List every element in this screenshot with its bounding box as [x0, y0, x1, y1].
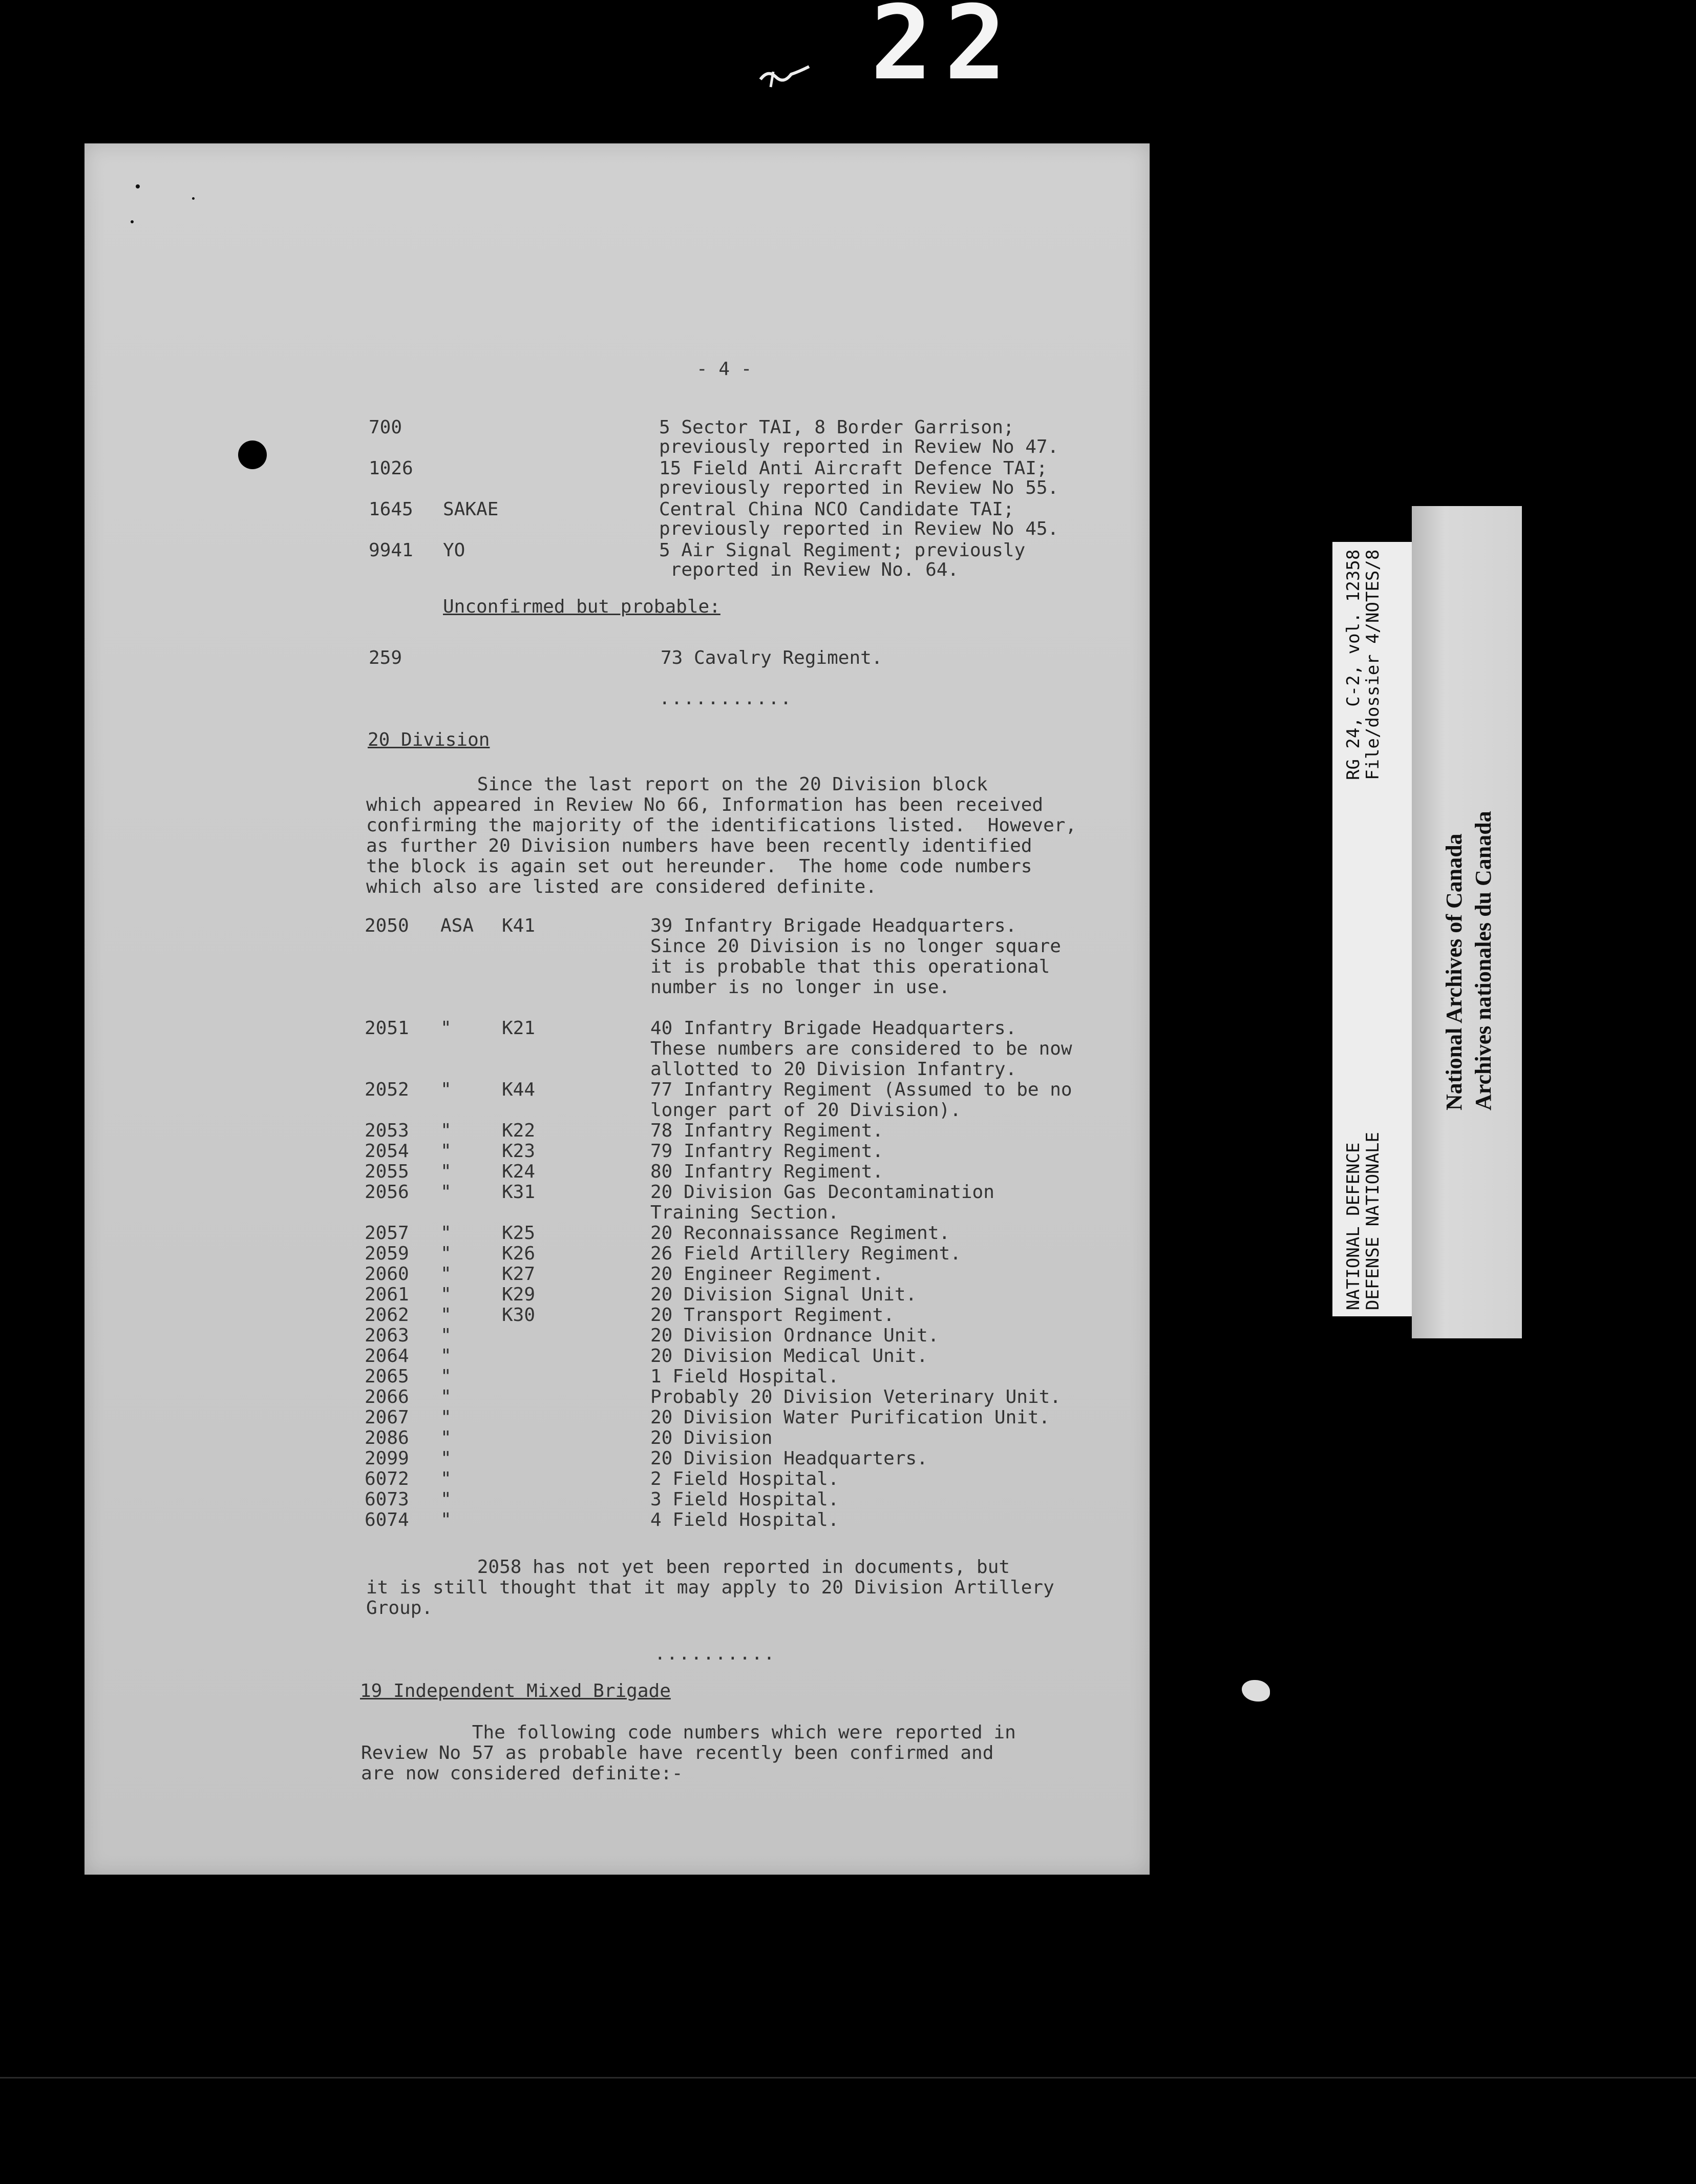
table-row — [84, 1121, 1150, 1141]
table-row — [84, 1018, 1150, 1080]
row-source: " — [440, 1366, 452, 1387]
table-row — [84, 1141, 1150, 1162]
document-content — [84, 143, 1150, 1875]
row-source: " — [440, 1489, 452, 1510]
document-page — [84, 143, 1150, 1875]
row-description-line: Since 20 Division is no longer square — [650, 936, 1061, 957]
row-code: 2065 — [365, 1366, 409, 1387]
row-description-line: 1 Field Hospital. — [650, 1366, 839, 1387]
row-code: 6073 — [365, 1489, 409, 1510]
row-code: 2052 — [365, 1079, 409, 1100]
row-code: 2086 — [365, 1427, 409, 1448]
row-description-line: 79 Infantry Regiment. — [650, 1141, 884, 1162]
row-description-line: 20 Division Water Purification Unit. — [650, 1407, 1050, 1428]
table-row — [84, 1510, 1150, 1530]
row-source: " — [440, 1161, 452, 1182]
row-description-line: 2 Field Hospital. — [650, 1468, 839, 1489]
table-row — [84, 1387, 1150, 1408]
row-description-line: 20 Engineer Regiment. — [650, 1264, 884, 1285]
row-k-number: K44 — [502, 1079, 536, 1100]
table-row — [84, 1428, 1150, 1448]
brigade-heading: 19 Independent Mixed Brigade — [360, 1681, 671, 1702]
division-paragraph — [366, 774, 1185, 897]
unconfirmed-desc: 73 Cavalry Regiment. — [661, 647, 883, 668]
dept-line-2: DEFENSE NATIONALE — [1363, 1132, 1383, 1310]
row-description-line: 78 Infantry Regiment. — [650, 1120, 884, 1141]
row-description-line: 80 Infantry Regiment. — [650, 1161, 884, 1182]
row-source: " — [440, 1427, 452, 1448]
row-code: 2059 — [365, 1243, 409, 1264]
paragraph-line: Review No 57 as probable have recently been confirmed and — [361, 1742, 994, 1763]
row-source: " — [440, 1141, 452, 1162]
table-row — [84, 1223, 1150, 1244]
ref-line-1: RG 24, C-2, vol. 12358 — [1343, 549, 1364, 780]
intro-code: 9941 — [369, 540, 413, 561]
table-row — [84, 1448, 1150, 1469]
frame-handwritten-mark — [758, 56, 814, 92]
row-code: 6074 — [365, 1509, 409, 1530]
row-description-line: Probably 20 Division Veterinary Unit. — [650, 1387, 1061, 1408]
table-row — [84, 1162, 1150, 1182]
row-source: " — [440, 1264, 452, 1285]
row-k-number: K26 — [502, 1243, 536, 1264]
intro-desc-line: 5 Sector TAI, 8 Border Garrison; — [659, 417, 1014, 438]
paragraph-line: confirming the majority of the identifications listed. However, — [366, 815, 1077, 836]
intro-desc-line: 15 Field Anti Aircraft Defence TAI; — [659, 458, 1048, 479]
row-code: 2061 — [365, 1284, 409, 1305]
row-code: 2062 — [365, 1305, 409, 1326]
table-row — [84, 1182, 1150, 1223]
unconfirmed-code: 259 — [369, 647, 402, 668]
row-source: " — [440, 1079, 452, 1100]
row-source: " — [440, 1448, 452, 1469]
row-k-number: K25 — [502, 1223, 536, 1244]
row-k-number: K31 — [502, 1182, 536, 1203]
archive-label-nac — [1412, 506, 1522, 1338]
row-source: " — [440, 1305, 452, 1326]
intro-desc-line: 5 Air Signal Regiment; previously — [659, 540, 1026, 561]
intro-desc-line: previously reported in Review No 47. — [659, 436, 1059, 457]
nac-line-2: Archives nationales du Canada — [1471, 811, 1496, 1110]
intro-desc-line: previously reported in Review No 55. — [659, 477, 1059, 498]
row-description-line: 20 Division Headquarters. — [650, 1448, 928, 1469]
row-source: " — [440, 1018, 452, 1039]
paragraph-line: which also are listed are considered definite. — [366, 876, 877, 897]
row-code: 2060 — [365, 1264, 409, 1285]
row-source: " — [440, 1243, 452, 1264]
row-k-number: K30 — [502, 1305, 536, 1326]
row-description-line: 77 Infantry Regiment (Assumed to be no — [650, 1079, 1072, 1100]
table-row — [84, 1244, 1150, 1264]
intro-desc-line: previously reported in Review No 45. — [659, 518, 1059, 539]
row-source: " — [440, 1223, 452, 1244]
intro-code: 1026 — [369, 458, 413, 479]
paragraph-line: 2058 has not yet been reported in documents, but — [366, 1557, 1010, 1578]
table-row — [84, 1469, 1150, 1489]
intro-desc-line: Central China NCO Candidate TAI; — [659, 499, 1014, 520]
note-2058-paragraph — [366, 1557, 1185, 1619]
row-description-line: 20 Division — [650, 1427, 773, 1448]
row-description-line: Training Section. — [650, 1202, 839, 1223]
row-description-line: 20 Division Ordnance Unit. — [650, 1325, 939, 1346]
row-k-number: K22 — [502, 1120, 536, 1141]
paragraph-line: The following code numbers which were reported in — [361, 1722, 1016, 1743]
table-row — [84, 1326, 1150, 1346]
table-row — [84, 1367, 1150, 1387]
intro-code: 1645 — [369, 499, 413, 520]
row-code: 2099 — [365, 1448, 409, 1469]
row-source: " — [440, 1468, 452, 1489]
film-edge-line — [0, 2077, 1696, 2078]
row-code: 2066 — [365, 1387, 409, 1408]
table-row — [84, 1079, 1150, 1121]
row-source: " — [440, 1284, 452, 1305]
row-k-number: K23 — [502, 1141, 536, 1162]
row-description-line: 20 Division Medical Unit. — [650, 1346, 928, 1367]
row-k-number: K41 — [502, 915, 536, 936]
page-number: - 4 - — [696, 359, 752, 380]
paragraph-line: Group. — [366, 1598, 433, 1619]
row-source: " — [440, 1325, 452, 1346]
paragraph-line: are now considered definite:- — [361, 1763, 683, 1784]
row-source: " — [440, 1346, 452, 1367]
table-row — [84, 1346, 1150, 1367]
row-code: 2050 — [365, 915, 409, 936]
row-code: 2064 — [365, 1346, 409, 1367]
separator-2: .......... — [654, 1643, 776, 1664]
row-description-line: 20 Reconnaissance Regiment. — [650, 1223, 950, 1244]
row-source: ASA — [440, 915, 474, 936]
row-description-line: number is no longer in use. — [650, 977, 950, 998]
row-description-line: 4 Field Hospital. — [650, 1509, 839, 1530]
table-row — [84, 915, 1150, 998]
row-code: 2051 — [365, 1018, 409, 1039]
dust-spot — [1242, 1680, 1270, 1702]
row-source: " — [440, 1509, 452, 1530]
row-description-line: 40 Infantry Brigade Headquarters. — [650, 1018, 1017, 1039]
paragraph-line: Since the last report on the 20 Division block — [366, 774, 988, 795]
row-code: 2054 — [365, 1141, 409, 1162]
table-row — [84, 1264, 1150, 1285]
separator: ........... — [659, 688, 793, 709]
paragraph-line: as further 20 Division numbers have been recently identified — [366, 835, 1032, 856]
nac-line-1: National Archives of Canada — [1441, 833, 1467, 1110]
table-row — [84, 1285, 1150, 1305]
row-description-line: These numbers are considered to be now — [650, 1038, 1072, 1059]
unconfirmed-heading: Unconfirmed but probable: — [443, 596, 720, 617]
row-code: 2056 — [365, 1182, 409, 1203]
table-row — [84, 1408, 1150, 1428]
row-description-line: 20 Division Signal Unit. — [650, 1284, 917, 1305]
paragraph-line: the block is again set out hereunder. The home code numbers — [366, 856, 1032, 877]
row-description-line: 39 Infantry Brigade Headquarters. — [650, 915, 1017, 936]
row-k-number: K24 — [502, 1161, 536, 1182]
row-k-number: K29 — [502, 1284, 536, 1305]
row-code: 2053 — [365, 1120, 409, 1141]
paragraph-line: it is still thought that it may apply to 20 Division Artillery — [366, 1577, 1054, 1598]
row-description-line: longer part of 20 Division). — [650, 1100, 961, 1121]
row-source: " — [440, 1182, 452, 1203]
row-source: " — [440, 1407, 452, 1428]
table-row — [84, 1489, 1150, 1510]
row-code: 2057 — [365, 1223, 409, 1244]
table-row — [84, 1305, 1150, 1326]
row-k-number: K21 — [502, 1018, 536, 1039]
row-code: 6072 — [365, 1468, 409, 1489]
row-code: 2055 — [365, 1161, 409, 1182]
row-code: 2067 — [365, 1407, 409, 1428]
row-description-line: 26 Field Artillery Regiment. — [650, 1243, 961, 1264]
row-description-line: 3 Field Hospital. — [650, 1489, 839, 1510]
row-description-line: it is probable that this operational — [650, 956, 1050, 977]
row-source: " — [440, 1120, 452, 1141]
intro-name: SAKAE — [443, 499, 499, 520]
frame-number: 22 — [871, 0, 1019, 103]
row-k-number: K27 — [502, 1264, 536, 1285]
intro-name: YO — [443, 540, 465, 561]
ref-line-2: File/dossier 4/NOTES/8 — [1363, 549, 1383, 780]
paragraph-line: which appeared in Review No 66, Information has been received — [366, 794, 1044, 815]
row-source: " — [440, 1387, 452, 1408]
dept-line-1: NATIONAL DEFENCE — [1343, 1142, 1364, 1310]
row-code: 2063 — [365, 1325, 409, 1346]
brigade-paragraph — [361, 1723, 1180, 1784]
division-heading: 20 Division — [368, 729, 490, 750]
row-description-line: allotted to 20 Division Infantry. — [650, 1059, 1017, 1080]
row-description-line: 20 Transport Regiment. — [650, 1305, 895, 1326]
intro-desc-line: reported in Review No. 64. — [659, 559, 959, 580]
intro-code: 700 — [369, 417, 402, 438]
row-description-line: 20 Division Gas Decontamination — [650, 1182, 994, 1203]
